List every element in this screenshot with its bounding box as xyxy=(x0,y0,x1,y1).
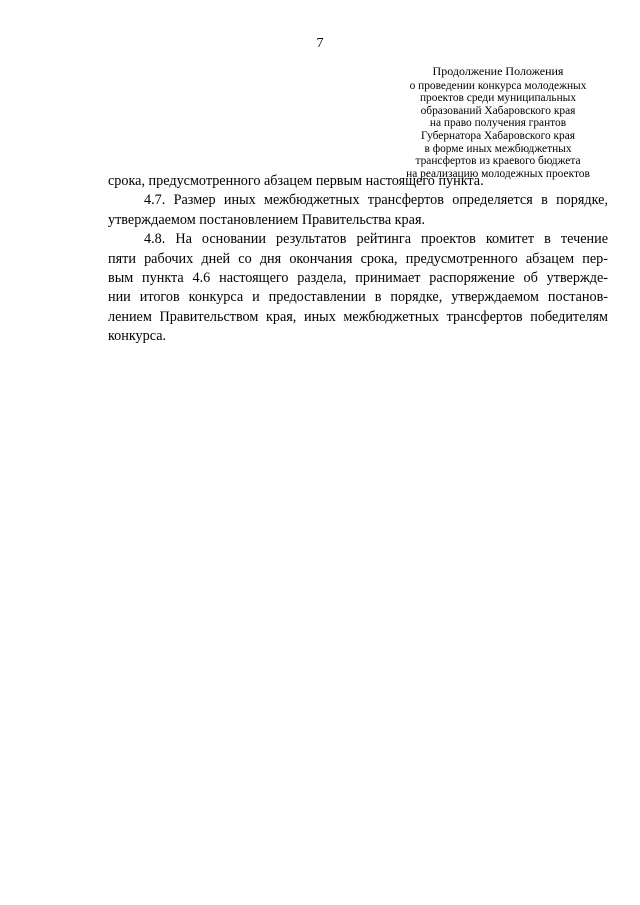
header-line: о проведении конкурса молодежных xyxy=(409,79,587,92)
text-line: срока, предусмотренного абзацем первым настоящего пункта. xyxy=(108,173,484,189)
header-line: на право получения грантов xyxy=(429,117,567,130)
text-line: 4.8. На основании результатов рейтинга проектов комитет в течение xyxy=(144,231,608,248)
header-line: Губернатора Хабаровского края xyxy=(420,129,576,142)
paragraph-4-7 xyxy=(108,191,608,230)
page-number: 7 xyxy=(316,36,324,51)
paragraph-continuation xyxy=(108,172,608,191)
paragraph-4-8 xyxy=(108,230,608,346)
header-line: образований Хабаровского края xyxy=(420,104,576,117)
header-title: Продолжение Положения xyxy=(432,64,564,78)
document-header xyxy=(392,65,604,180)
text-line: 4.7. Размер иных межбюджетных трансфертов определяется в порядке, xyxy=(144,192,608,209)
text-line: пяти рабочих дней со дня окончания срока, предусмотренного абзацем пер- xyxy=(108,250,608,267)
text-line: лением Правительством края, иных межбюджетных трансфертов победителям xyxy=(108,308,608,325)
header-line: в форме иных межбюджетных xyxy=(424,142,572,155)
text-line: утверждаемом постановлением Правительства края. xyxy=(108,211,426,228)
document-body xyxy=(108,172,608,347)
text-line: вым пункта 4.6 настоящего раздела, принимает распоряжение об утвержде- xyxy=(108,270,608,287)
header-line: трансфертов из краевого бюджета xyxy=(415,155,581,168)
header-line: на реализацию молодежных проектов xyxy=(406,167,590,180)
header-line: проектов среди муниципальных xyxy=(419,92,577,105)
text-line: конкурса. xyxy=(108,328,167,345)
text-line: нии итогов конкурса и предоставлении в порядке, утверждаемом постанов- xyxy=(108,289,608,306)
